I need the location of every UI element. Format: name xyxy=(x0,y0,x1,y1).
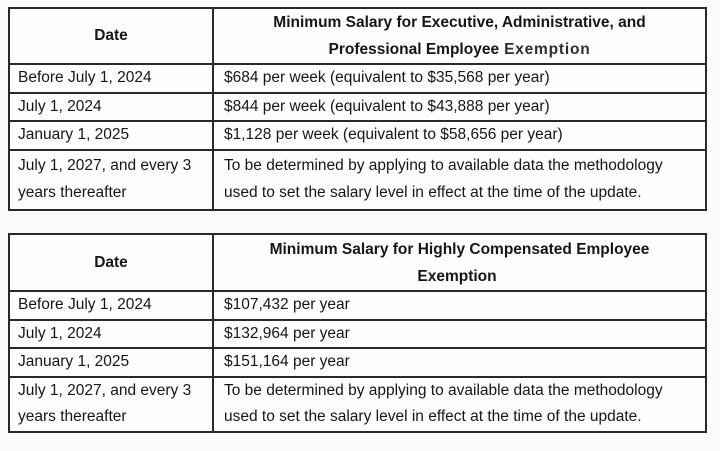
date-value: Before July 1, 2024 xyxy=(18,296,152,313)
date-value: January 1, 2025 xyxy=(18,353,130,370)
table-row xyxy=(9,121,706,150)
salary-cell xyxy=(213,64,706,93)
table-header-row xyxy=(9,234,706,291)
salary-header-line-1: Minimum Salary for Executive, Administrative, and xyxy=(273,14,646,31)
date-cell xyxy=(9,93,213,122)
table-row xyxy=(9,64,706,93)
date-cell xyxy=(9,291,213,320)
salary-cell xyxy=(213,93,706,122)
date-cell xyxy=(9,348,213,377)
salary-cell xyxy=(213,291,706,320)
salary-column-header xyxy=(213,8,706,64)
date-value: January 1, 2025 xyxy=(18,126,130,143)
date-cell xyxy=(9,150,213,210)
date-column-header: Date xyxy=(9,234,213,291)
salary-header-strong-text: Professional Employee xyxy=(328,41,500,58)
salary-cell xyxy=(213,121,706,150)
table-row xyxy=(9,93,706,122)
salary-value: $132,964 per year xyxy=(224,324,350,342)
salary-value: $844 per week (equivalent to $43,888 per year) xyxy=(224,97,550,115)
table-header-row xyxy=(9,8,706,64)
date-cell xyxy=(9,64,213,93)
table-row xyxy=(9,320,706,349)
salary-cell xyxy=(213,150,706,210)
highly-compensated-salary-table xyxy=(8,233,707,433)
table-row xyxy=(9,348,706,377)
salary-value: $151,164 per year xyxy=(224,353,350,370)
salary-cell xyxy=(213,320,706,349)
salary-header-light-text: Exemption xyxy=(504,41,591,58)
date-cell xyxy=(9,320,213,349)
date-value: July 1, 2027, and every 3 years thereafter xyxy=(18,157,192,201)
salary-cell xyxy=(213,377,706,432)
salary-value: $1,128 per week (equivalent to $58,656 per year) xyxy=(224,126,563,143)
table-row xyxy=(9,291,706,320)
salary-value: To be determined by applying to available data the methodology used to set the salary level in effect at the time of the update. xyxy=(224,381,663,425)
salary-cell xyxy=(213,348,706,377)
executive-salary-table xyxy=(8,7,707,211)
salary-header-strong-text: Exemption xyxy=(417,267,497,285)
salary-header-line-2 xyxy=(214,263,705,290)
date-cell xyxy=(9,377,213,432)
salary-value: To be determined by applying to available data the methodology used to set the salary level in effect at the time of the update. xyxy=(224,157,663,201)
table-row xyxy=(9,150,706,210)
date-value: July 1, 2027, and every 3 years thereafter xyxy=(18,381,192,425)
salary-column-header xyxy=(213,234,706,291)
date-column-header: Date xyxy=(9,8,213,64)
salary-value: $107,432 per year xyxy=(224,296,350,313)
date-cell xyxy=(9,121,213,150)
salary-value: $684 per week (equivalent to $35,568 per year) xyxy=(224,69,550,86)
salary-header-line-1: Minimum Salary for Highly Compensated Employee xyxy=(269,240,650,258)
date-value: July 1, 2024 xyxy=(18,97,102,115)
date-value: Before July 1, 2024 xyxy=(18,69,152,86)
table-row xyxy=(9,377,706,432)
date-value: July 1, 2024 xyxy=(18,324,102,342)
salary-header-line-2 xyxy=(214,36,705,63)
